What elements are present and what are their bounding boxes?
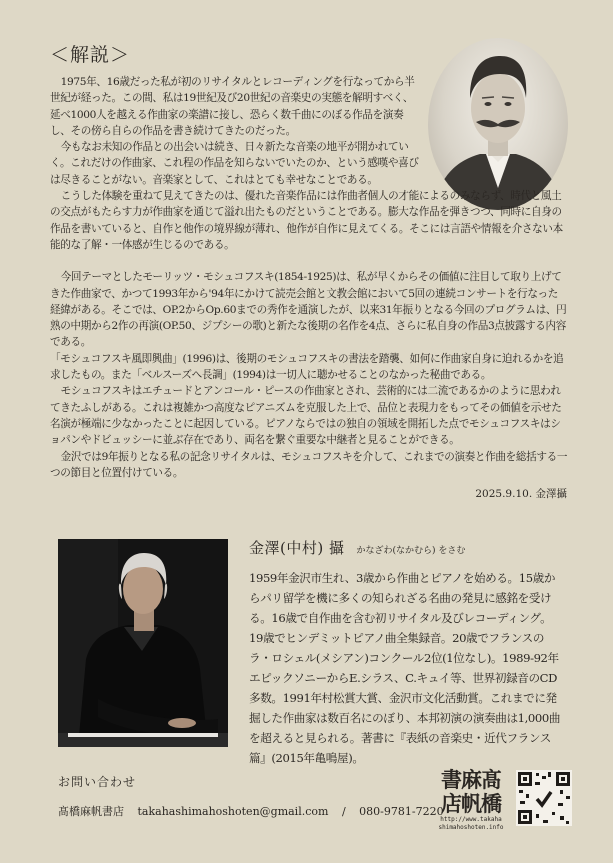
bio-name-text: 金澤(中村) 攝 xyxy=(249,539,345,557)
contact-email[interactable]: takahashimahoshoten@gmail.com xyxy=(137,805,329,818)
contact-shop: 髙橋麻帆書店 xyxy=(58,805,124,818)
essay-heading: ＜解説＞ xyxy=(50,44,131,66)
bio-text: 1959年金沢市生れ、3歳から作曲とピアノを始める。15歳からパリ留学を機に多くの知られざる名曲の発見に感銘を受ける。16歳で自作曲を含む初リサイタル及びレコーディング。19歳でヒンデミットピアノ曲全集録音。20歳でフランスのラ・ロシェル(メシアン)コンクール2位(1位なし)。1989-92年エピックソニーからE.シラス、C.キュイ等、世界初録音のCD多数。1991年村松賞大賞、金沢市文化活動賞。これまでに発掘した作曲家は数百名にのぼり、本邦初演の演奏曲は1,000曲を超えると見られる。著書に『表紙の音楽史・近代フランス篇』(2015年亀鳴屋)。 xyxy=(249,571,561,765)
essay-paragraph: 今回テーマとしたモーリッツ・モシュコフスキ(1854-1925)は、私が早くからその価値に注目して取り上げてきた作曲家で、かつて1993年から'94年にかけて読売会館と文教会館において5回の連続コンサートを行なった経緯がある。そこでは、OP.2からOp.60までの秀作を通演したが、以来31年振りとなる今回のプログラムは、円熟の中期から2作の再演(OP.50、ジプシーの歌)と新たな後期の名作を4点、さらに私自身の作品3点披露する内容である。 xyxy=(50,271,567,349)
logo-url xyxy=(432,816,510,832)
qr-code[interactable] xyxy=(516,770,572,826)
essay-paragraph: モシュコフスキはエチュードとアンコール・ピースの作曲家とされ、芸術的には二流であるかのように思われてきたふしがある。これは複雑かつ高度なピアニズムを克服した上で、品位と表現力をもってその価値を示せた名演が極端に少なかったことに起因している。ピアノならではの独自の領域を開拓した点でモシュコフスキはショパンやドビュッシーに並ぶ存在であり、両名を繋ぐ重要な中継者と見ることができる。 xyxy=(50,385,562,447)
pianist-photo xyxy=(58,539,228,747)
essay-paragraph: 「モシュコフスキ風即興曲」(1996)は、後期のモシュコフスキの書法を踏襲、如何に作曲家自身に迫れるかを追求したもの。また「ベルスーズへ長調」(1994)は一切人に聴かせることのなかった秘曲である。 xyxy=(50,352,564,382)
shop-logo xyxy=(434,768,508,816)
logo-line: 書麻髙 xyxy=(441,767,501,792)
essay-paragraph: 金沢では9年振りとなる私の記念リサイタルは、モシュコフスキを介して、これまでの演奏と作曲を総括する一つの節目と位置付けている。 xyxy=(50,450,568,479)
essay-date-signature: 2025.9.10. 金澤攝 xyxy=(475,488,567,500)
bio-name-reading: かなざわ(なかむら) をさむ xyxy=(356,546,466,556)
logo-url-line: shimahoshoten.info xyxy=(438,824,504,831)
essay-paragraph: 今もなお未知の作品との出会いは続き、日々新たな音楽の地平が開かれていく。これだけの作曲家、これ程の作品を知らないでいたのか、という感嘆や喜びは尽きることがない。音楽家として、これはとても幸せなことである。 xyxy=(50,141,419,186)
logo-line: 店帆橋 xyxy=(441,791,501,816)
bio-name xyxy=(249,537,465,558)
contact-line xyxy=(58,803,454,819)
essay-paragraph: 1975年、16歳だった私が初のリサイタルとレコーディングを行なってから半世紀が経った。この間、私は19世紀及び20世紀の音楽史の実態を解明すべく、延べ1000人を越える作曲家の楽譜に接し、恐らく数千曲にのぼる作品を演奏し、その傍ら自らの作品を書き続けてきたのだった。 xyxy=(50,76,415,137)
contact-title: お問い合わせ xyxy=(58,775,137,789)
essay-paragraph: こうした体験を重ねて見えてきたのは、優れた音楽作品には作曲者個人の才能によるのみならず、時代と風土の交点がもたらす力が作曲家を通じて溢れ出たものだということである。膨大な作品を弾きつつ、同時に自身の作品を書いていると、自作と他作の境界線が薄れ、他作が自作に見えてくる。そこには言語や情報を介さない本能的な了解・一体感が生じるのである。 xyxy=(50,190,563,251)
contact-separator: / xyxy=(341,805,346,818)
essay-body xyxy=(50,74,568,481)
logo-url-line: http://www.takaha xyxy=(440,816,502,823)
contact-phone[interactable]: 080-9781-7220 xyxy=(359,805,444,818)
